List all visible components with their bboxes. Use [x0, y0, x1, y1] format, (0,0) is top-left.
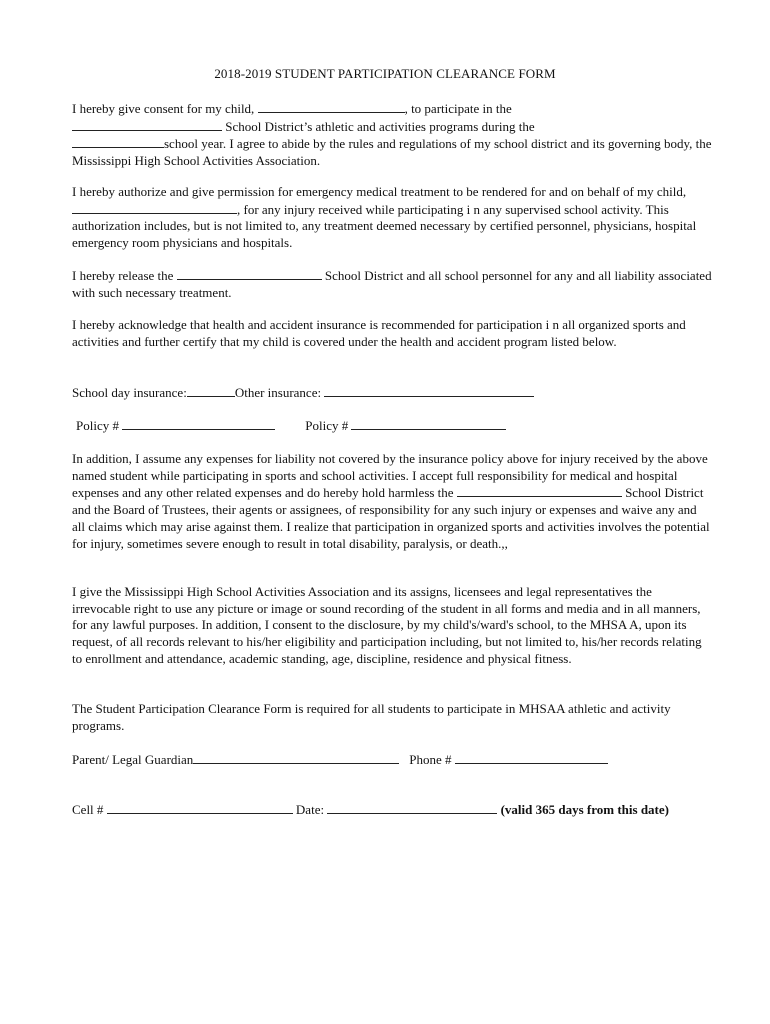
- authorization-text-a: I hereby authorize and give permission for emergency medical treatment to be rendered for and on behalf of my child,: [72, 184, 687, 199]
- school-insurance-label: School day insurance:: [72, 385, 187, 400]
- policy2-field[interactable]: [351, 417, 506, 430]
- insurance-acknowledgement-paragraph: I hereby acknowledge that health and accident insurance is recommended for participation i n all organized sports and activities and further certify that my child is covered under the health and accident program listed below.: [72, 317, 686, 349]
- liability-paragraph: [72, 451, 712, 552]
- valid-note: (valid 365 days from this date): [500, 802, 669, 817]
- requirement-paragraph: The Student Participation Clearance Form is required for all students to participate in MHSAA athletic and activity programs.: [72, 701, 671, 733]
- policy1-label: Policy #: [76, 418, 123, 433]
- phone-field[interactable]: [455, 751, 608, 764]
- form-title: 2018-2019 STUDENT PARTICIPATION CLEARANCE FORM: [214, 66, 556, 81]
- school-district-field[interactable]: [72, 118, 222, 131]
- release-text-a: I hereby release the: [72, 268, 177, 283]
- phone-label: Phone #: [409, 752, 455, 767]
- child-name-field-2[interactable]: [72, 201, 237, 214]
- harmless-district-field[interactable]: [457, 484, 622, 497]
- liability-text-a: In addition, I assume any expenses for liability not covered by the insurance policy above for injury received by the above named student while participating in sports and school activities. I accept full responsibility for medical and hospital expenses and any other related expenses and do hereby hold harmless the: [72, 451, 708, 501]
- other-insurance-field[interactable]: [324, 384, 534, 397]
- liability-text-b: School District and the Board of Trustees, their agents or assignees, of responsibility for any such injury or expenses and waive any and all claims which may arise against them. I realize that participation in organized sports and activities involves the potential for injury, sometimes severe enough to result in total disability, paralysis, or death.,,: [72, 485, 710, 551]
- consent-text-c: School District’s athletic and activities programs during the: [222, 118, 535, 134]
- cell-date-row: [72, 801, 669, 818]
- release-text-b: School District and all school personnel for any and all liability associated with such necessary treatment.: [72, 268, 712, 300]
- policy1-field[interactable]: [122, 417, 275, 430]
- medical-authorization-paragraph: [72, 184, 712, 252]
- child-name-field[interactable]: [258, 100, 405, 113]
- school-insurance-field[interactable]: [187, 384, 235, 397]
- consent-text-a: I hereby give consent for my child,: [72, 101, 258, 116]
- cell-field[interactable]: [107, 801, 293, 814]
- guardian-row: [72, 751, 608, 768]
- release-paragraph: [72, 267, 712, 301]
- release-district-field[interactable]: [177, 267, 322, 280]
- authorization-text-b: , for any injury received while participating i n any supervised school activity. This authorization includes, but is not limited to, any treatment deemed necessary by certified personnel, physicians, hospital emergency room physicians and hospitals.: [72, 201, 697, 251]
- policy-row: [76, 417, 506, 434]
- consent-text-d: school year. I agree to abide by the rules and regulations of my school district and its governing body, the Mississippi High School Activities Association.: [72, 136, 712, 169]
- parent-guardian-label: Parent/ Legal Guardian: [72, 752, 194, 767]
- date-label: Date:: [292, 802, 328, 817]
- other-insurance-label: Other insurance:: [234, 385, 325, 400]
- consent-text-b: , to participate in the: [404, 101, 512, 116]
- media-release-paragraph: I give the Mississippi High School Activities Association and its assigns, licensees and legal representatives the irrevocable right to use any picture or image or sound recording of the student in all forms and media and in all manners, for any lawful purposes. In addition, I consent to the disclosure, by my child's/ward's school, to the MHSA A, upon its request, of all records relevant to his/her eligibility and participation including, but not limited to, his/her records relating to enrollment and attendance, academic standing, age, discipline, residence and physical fitness.: [72, 584, 702, 666]
- cell-label: Cell #: [72, 802, 107, 817]
- policy2-label: Policy #: [305, 418, 352, 433]
- consent-paragraph: [72, 100, 712, 170]
- insurance-row: [72, 384, 534, 401]
- school-year-field[interactable]: [72, 135, 164, 148]
- date-field[interactable]: [327, 801, 497, 814]
- parent-signature-field[interactable]: [193, 751, 399, 764]
